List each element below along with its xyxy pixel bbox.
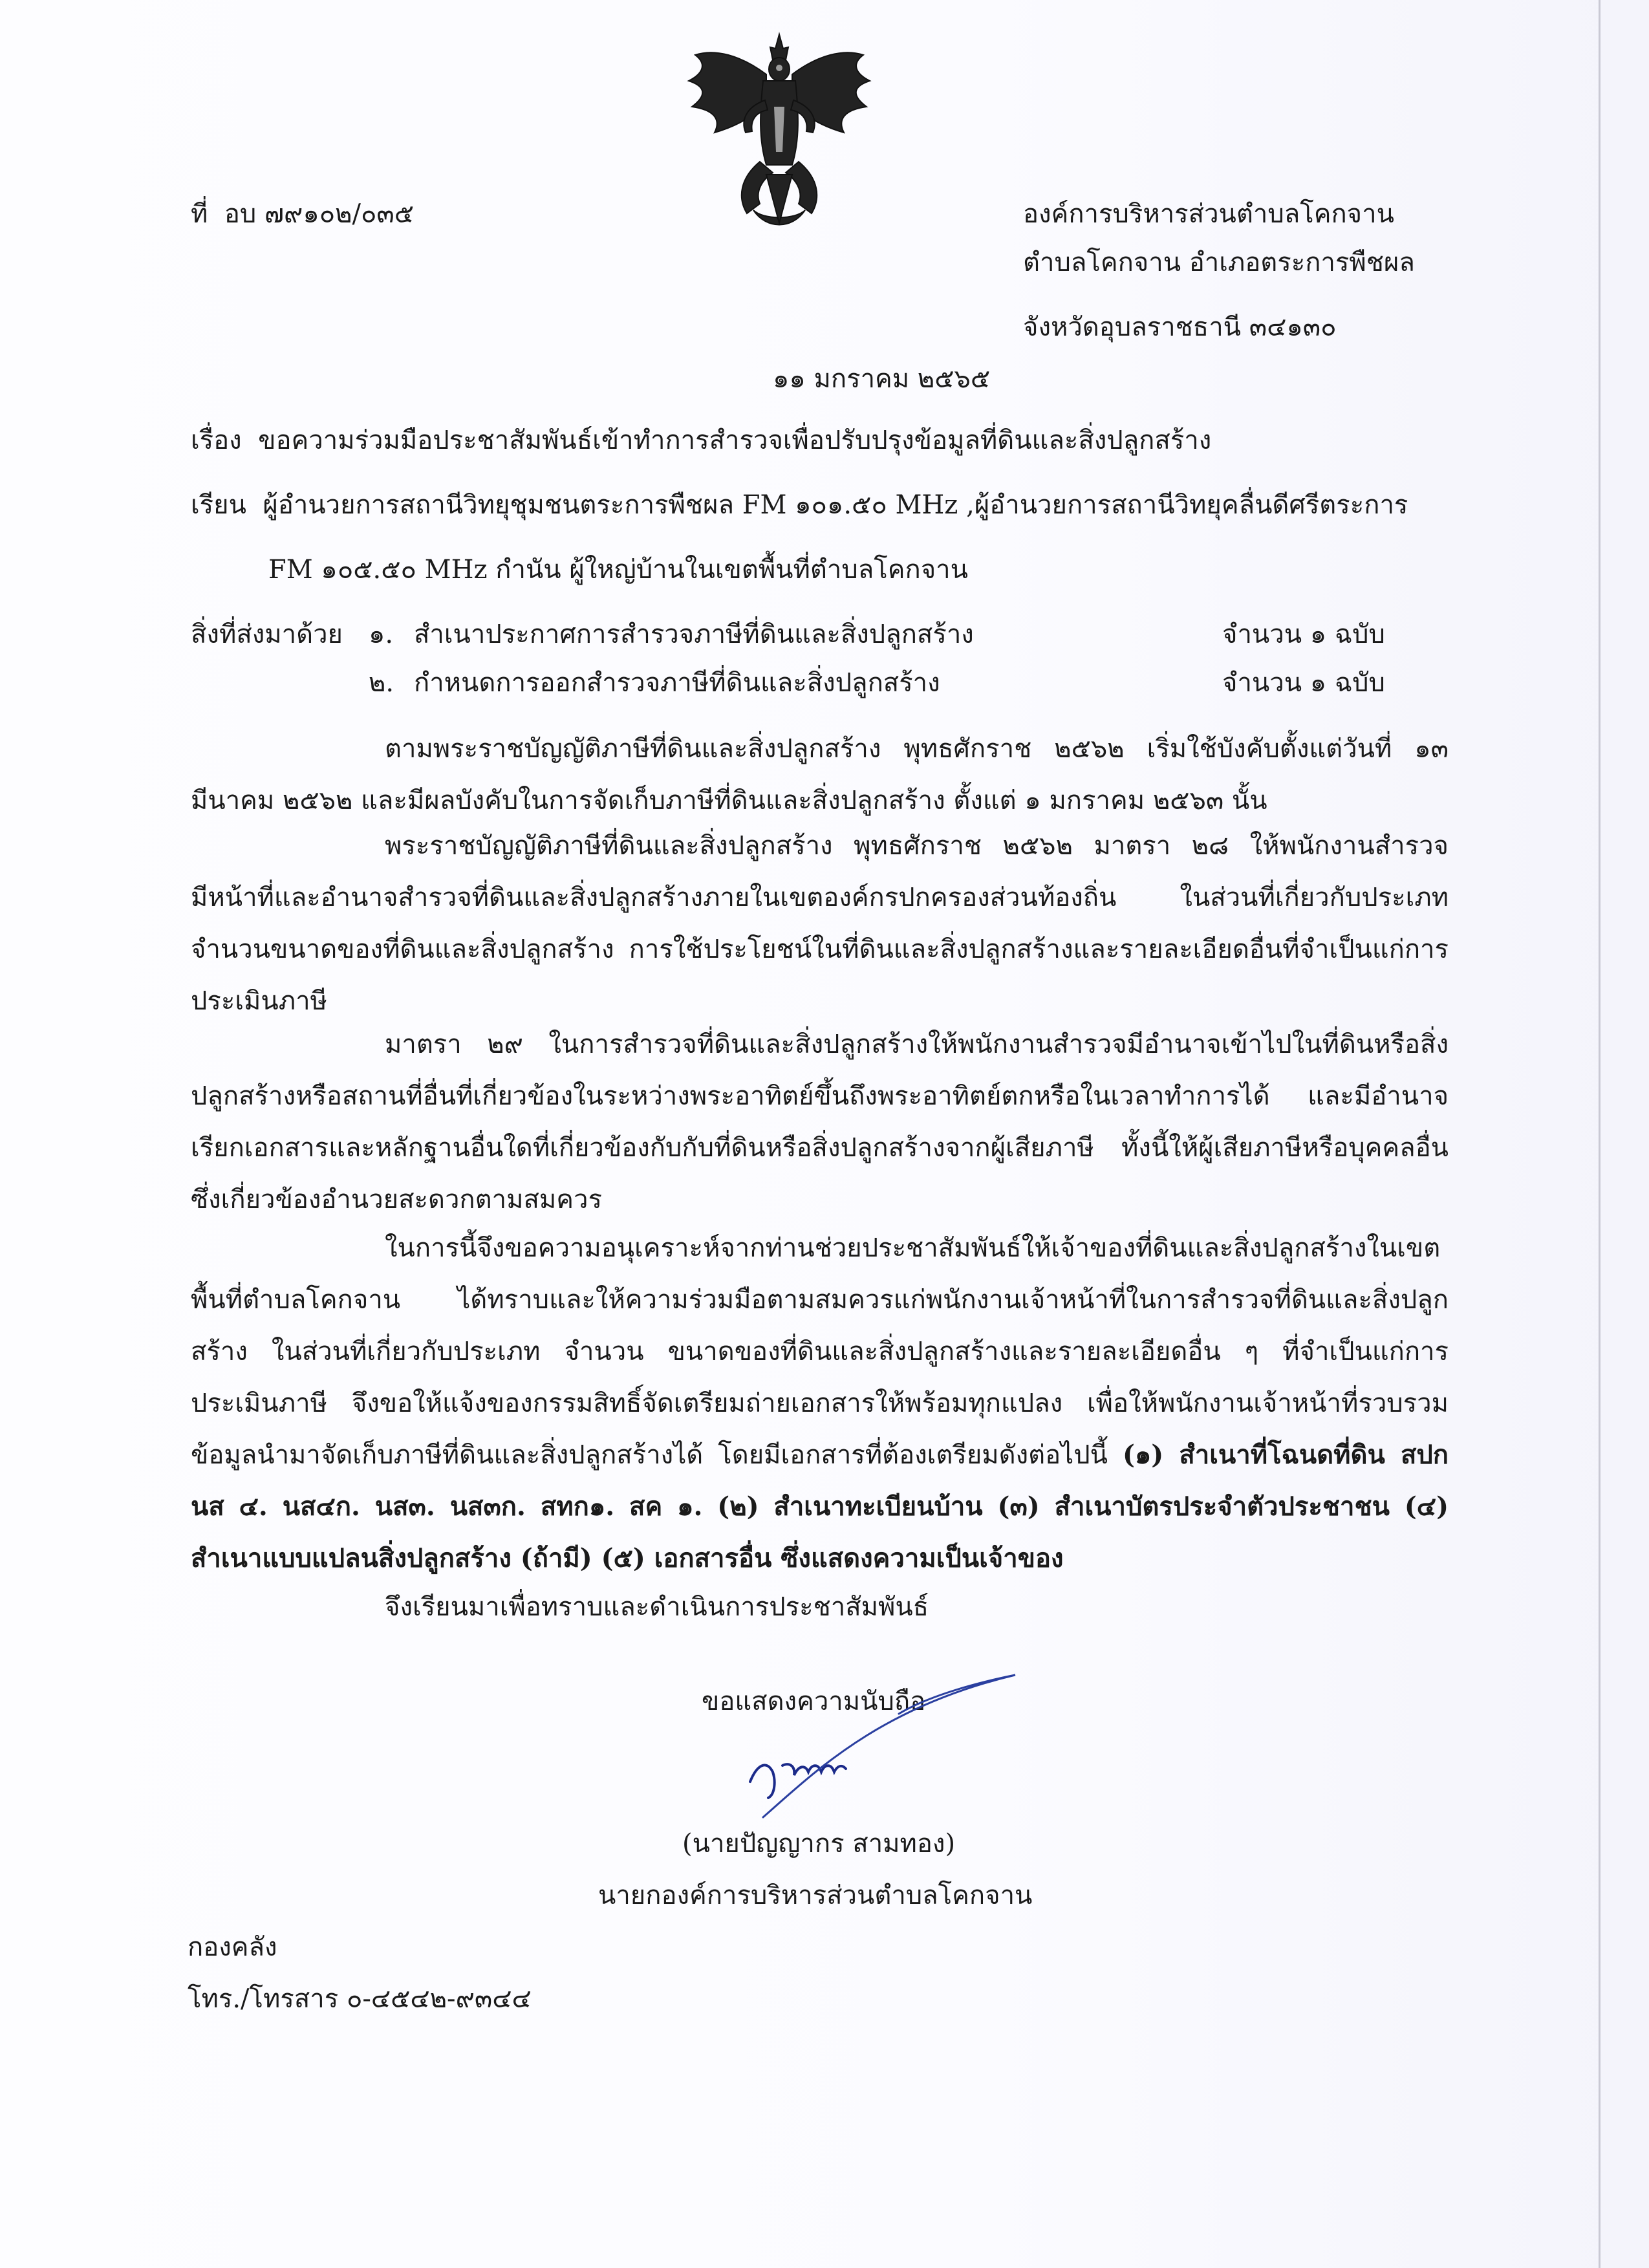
reference-value: อบ ๗๙๑๐๒/๐๓๕ bbox=[224, 199, 414, 229]
body-paragraph-4: ในการนี้จึงขอความอนุเคราะห์จากท่านช่วยประชาสัมพันธ์ให้เจ้าของที่ดินและสิ่งปลูกสร้างในเขตพื้นที่ตำบลโคกจาน ได้ทราบและให้ความร่วมมือตามสมควรแก่พนักงานเจ้าหน้าที่ในการสำรวจที่ดินและสิ่งปลูกสร้าง ในส่วนที่เกี่ยวกับประเภท จำนวน ขนาดของที่ดินและสิ่งปลูกสร้างและรายละเอียดอื่น ๆ ที่จำเป็นแก่การประเมินภาษี จึงขอให้แจ้งของกรรมสิทธิ์จัดเตรียมถ่ายเอกสารให้พร้อมทุกแปลง เพื่อให้พนักงานเจ้าหน้าที่รวบรวมข้อมูลนำมาจัดเก็บภาษีที่ดินและสิ่งปลูกสร้างได้ โดยมีเอกสารที่ต้องเตรียมดังต่อไปนี้ (๑) สำเนาที่โฉนดที่ดิน สปก นส ๔. นส๔ก. นส๓. นส๓ก. สทก๑. สค ๑. (๒) สำเนาทะเบียนบ้าน (๓) สำเนาบัตรประจำตัวประชาชน (๔) สำเนาแบบแปลนสิ่งปลูกสร้าง (ถ้ามี) (๕) เอกสารอื่น ซึ่งแสดงความเป็นเจ้าของ bbox=[191, 1233, 1449, 1573]
attachment-2-number: ๒. bbox=[369, 668, 394, 698]
recipient-line-2: FM ๑๐๕.๕๐ MHz กำนัน ผู้ใหญ่บ้านในเขตพื้นที่ตำบลโคกจาน bbox=[268, 555, 968, 585]
attachment-2-text: กำหนดการออกสำรวจภาษีที่ดินและสิ่งปลูกสร้าง bbox=[414, 668, 940, 698]
signer-name: (นายปัญญากร สามทอง) bbox=[682, 1829, 956, 1859]
body-paragraph-3: มาตรา ๒๙ ในการสำรวจที่ดินและสิ่งปลูกสร้างให้พนักงานสำรวจมีอำนาจเข้าไปในที่ดินหรือสิ่งปลูกสร้างหรือสถานที่อื่นที่เกี่ยวข้องในระหว่างพระอาทิตย์ขึ้นถึงพระอาทิตย์ตกหรือในเวลาทำการได้ และมีอำนาจเรียกเอกสารและหลักฐานอื่นใดที่เกี่ยวข้องกับกับที่ดินหรือสิ่งปลูกสร้างจากผู้เสียภาษี ทั้งนี้ให้ผู้เสียภาษีหรือบุคคลอื่นซึ่งเกี่ยวข้องอำนวยสะดวกตามสมควร bbox=[191, 1030, 1449, 1215]
reference-number bbox=[191, 197, 414, 231]
organization-address-line-1: ตำบลโคกจาน อำเภอตระการพืชผล bbox=[1023, 248, 1415, 277]
attachment-1-text: สำเนาประกาศการสำรวจภาษีที่ดินและสิ่งปลูกสร้าง bbox=[414, 620, 974, 649]
subject-label: เรื่อง bbox=[191, 426, 242, 455]
organization-address-line-2: จังหวัดอุบลราชธานี ๓๔๑๓๐ bbox=[1023, 312, 1337, 342]
subject-text: ขอความร่วมมือประชาสัมพันธ์เข้าทำการสำรวจเพื่อปรับปรุงข้อมูลที่ดินและสิ่งปลูกสร้าง bbox=[258, 426, 1212, 455]
body-paragraph-1: ตามพระราชบัญญัติภาษีที่ดินและสิ่งปลูกสร้าง พุทธศักราช ๒๕๖๒ เริ่มใช้บังคับตั้งแต่วันที่ ๑๓ มีนาคม ๒๕๖๒ และมีผลบังคับในการจัดเก็บภาษีที่ดินและสิ่งปลูกสร้าง ตั้งแต่ ๑ มกราคม ๒๕๖๓ นั้น bbox=[191, 734, 1449, 815]
required-documents-list: (๑) สำเนาที่โฉนดที่ดิน สปก นส ๔. นส๔ก. นส๓. นส๓ก. สทก๑. สค ๑. (๒) สำเนาทะเบียนบ้าน (๓) สำเนาบัตรประจำตัวประชาชน (๔) สำเนาแบบแปลนสิ่งปลูกสร้าง (ถ้ามี) (๕) เอกสารอื่น ซึ่งแสดงความเป็นเจ้าของ bbox=[191, 1440, 1449, 1573]
signature-icon bbox=[737, 1669, 1048, 1824]
attachment-1-number: ๑. bbox=[369, 620, 394, 649]
attachments-label: สิ่งที่ส่งมาด้วย bbox=[191, 620, 343, 649]
recipient-label: เรียน bbox=[191, 490, 246, 520]
subject-line bbox=[191, 424, 1211, 457]
attachment-2-quantity: จำนวน ๑ ฉบับ bbox=[1222, 668, 1385, 698]
body-paragraph-5: จึงเรียนมาเพื่อทราบและดำเนินการประชาสัมพันธ์ bbox=[385, 1592, 929, 1622]
organization-name: องค์การบริหารส่วนตำบลโคกจาน bbox=[1023, 199, 1394, 229]
recipient-line-1 bbox=[191, 488, 1408, 522]
letter-date: ๑๑ มกราคม ๒๕๖๕ bbox=[773, 364, 991, 394]
signer-title: นายกองค์การบริหารส่วนตำบลโคกจาน bbox=[598, 1881, 1033, 1910]
body-paragraph-2: พระราชบัญญัติภาษีที่ดินและสิ่งปลูกสร้าง พุทธศักราช ๒๕๖๒ มาตรา ๒๘ ให้พนักงานสำรวจมีหน้าที่และอำนาจสำรวจที่ดินและสิ่งปลูกสร้างภายในเขตองค์กรปกครองส่วนท้องถิ่น ในส่วนที่เกี่ยวกับประเภท จำนวนขนาดของที่ดินและสิ่งปลูกสร้าง การใช้ประโยชน์ในที่ดินและสิ่งปลูกสร้างและรายละเอียดอื่นที่จำเป็นแก่การประเมินภาษี bbox=[191, 831, 1449, 1016]
department-name: กองคลัง bbox=[188, 1932, 277, 1962]
reference-label: ที่ bbox=[191, 199, 208, 229]
attachment-1-quantity: จำนวน ๑ ฉบับ bbox=[1222, 620, 1385, 649]
garuda-emblem-icon bbox=[676, 29, 883, 236]
closing-salutation: ขอแสดงความนับถือ bbox=[702, 1687, 926, 1716]
page-edge-divider bbox=[1599, 0, 1600, 2268]
recipient-text-1: ผู้อำนวยการสถานีวิทยุชุมชนตระการพืชผล FM ๑๐๑.๕๐ MHz ,ผู้อำนวยการสถานีวิทยุคลื่นดีศรีตระการ bbox=[263, 490, 1408, 520]
contact-phone: โทร./โทรสาร ๐-๔๕๔๒-๙๓๔๔ bbox=[188, 1984, 532, 2014]
